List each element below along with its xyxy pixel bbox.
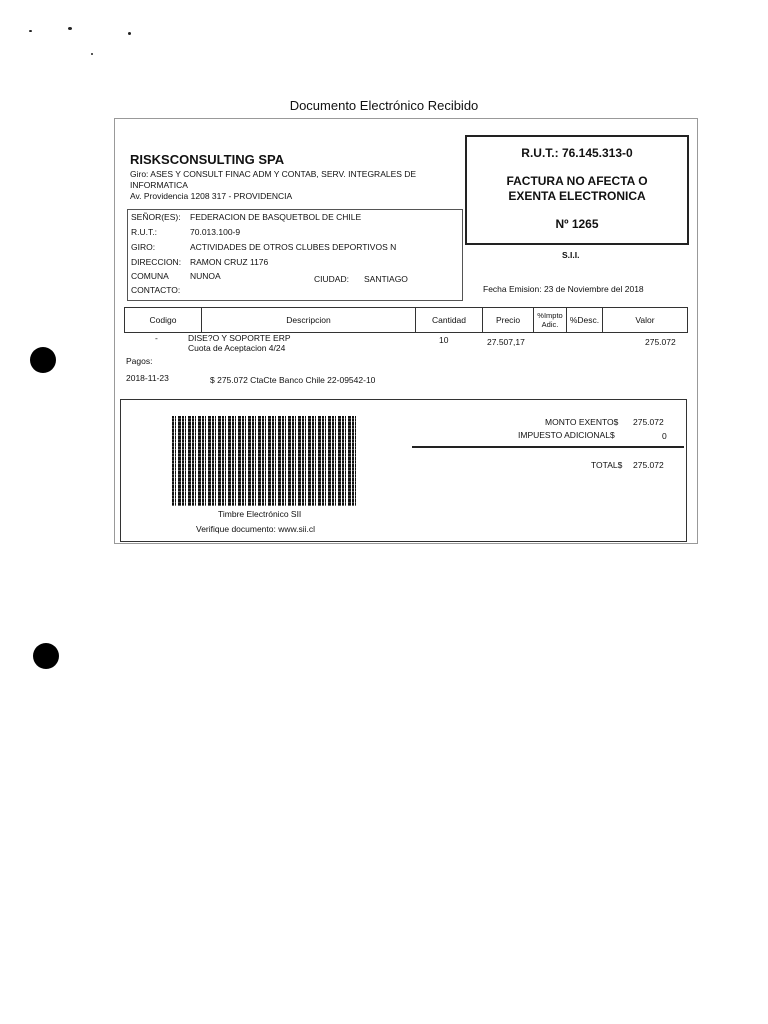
totals-divider [412,446,684,448]
pagos-label: Pagos: [126,356,153,366]
monto-exento-value: 275.072 [633,417,664,427]
client-senor-value: FEDERACION DE BASQUETBOL DE CHILE [190,212,362,222]
col-valor: Valor [635,314,655,325]
client-senor-label: SEÑOR(ES): [131,212,181,222]
client-giro-value: ACTIVIDADES DE OTROS CLUBES DEPORTIVOS N [190,242,397,252]
col-cantidad: Cantidad [431,314,467,325]
issuer-address: Av. Providencia 1208 317 - PROVIDENCIA [130,191,293,201]
emission-date: Fecha Emision: 23 de Noviembre del 2018 [483,284,644,294]
monto-exento-label: MONTO EXENTO$ [545,417,619,427]
issuer-giro: Giro: ASES Y CONSULT FINAC ADM Y CONTAB, SERV. INTEGRALES DE INFORMATICA Av. Providencia 1208 317 - PROVIDENCIA [130,169,460,202]
scan-speck [128,32,131,35]
client-giro-label: GIRO: [131,242,156,252]
invoice-type-line1: FACTURA NO AFECTA O [506,174,648,188]
items-table-header [124,307,688,333]
col-impto: %Impto Adic. [537,311,563,329]
row-cantidad: 10 [439,335,449,345]
total-label: TOTAL$ [591,460,623,470]
sii-label: S.I.I. [562,250,580,260]
barcode-texture [172,416,358,506]
impuesto-value: 0 [662,431,667,441]
client-contacto-label: CONTACTO: [131,285,181,295]
pagos-date: 2018-11-23 [126,373,169,383]
issuer-rut: R.U.T.: 76.145.313-0 [521,146,633,160]
row-descripcion-sub: Cuota de Aceptacion 4/24 [188,343,286,353]
col-descripcion: Descripcion [286,314,331,325]
impuesto-label: IMPUESTO ADICIONAL$ [518,430,615,440]
punch-hole [30,347,56,373]
row-codigo: - [155,333,158,343]
row-valor: 275.072 [645,337,676,347]
col-codigo: Codigo [149,314,177,325]
invoice-number: Nº 1265 [555,217,599,231]
document-title: Documento Electrónico Recibido [289,98,479,113]
row-descripcion: DISE?O Y SOPORTE ERP [188,333,291,343]
client-comuna-value: NUNOA [190,271,221,281]
col-desc: %Desc. [569,314,600,325]
client-direccion-label: DIRECCION: [131,257,182,267]
client-rut-label: R.U.T.: [131,227,157,237]
client-ciudad-label: CIUDAD: [314,274,349,284]
timbre-label: Timbre Electrónico SII [218,509,302,519]
invoice-type-line2: EXENTA ELECTRONICA [508,189,646,203]
col-precio: Precio [495,314,521,325]
client-direccion-value: RAMON CRUZ 1176 [190,257,269,267]
row-precio: 27.507,17 [487,337,525,347]
punch-hole [33,643,59,669]
issuer-name: RISKSCONSULTING SPA [130,152,285,167]
client-comuna-label: COMUNA [131,271,169,281]
scan-speck [91,53,93,55]
client-ciudad-value: SANTIAGO [364,274,408,284]
verify-label: Verifique documento: www.sii.cl [196,524,316,534]
client-rut-value: 70.013.100-9 [190,227,241,237]
scan-speck [68,27,72,30]
invoice-type-box [465,135,689,245]
total-value: 275.072 [633,460,664,470]
pagos-detail: $ 275.072 CtaCte Banco Chile 22-09542-10 [210,375,376,385]
scan-speck [29,30,32,32]
